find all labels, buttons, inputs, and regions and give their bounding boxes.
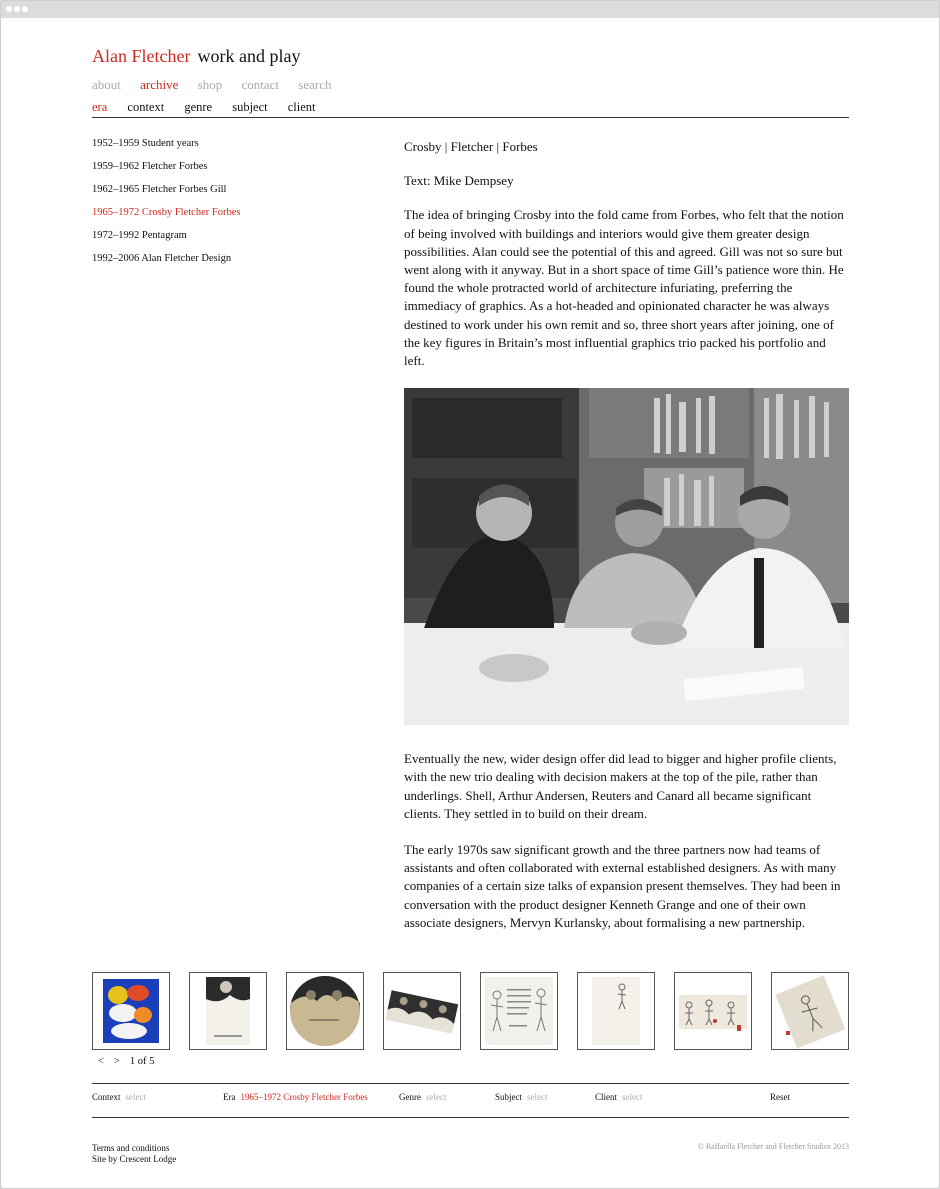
era-item-crosby-fletcher-forbes[interactable]: 1965–1972 Crosby Fletcher Forbes [92, 207, 241, 218]
window-dot-icon [6, 6, 12, 12]
filter-context [92, 1092, 146, 1102]
thumbnail-image [578, 973, 654, 1049]
era-item-fletcher-forbes-gill[interactable]: 1962–1965 Fletcher Forbes Gill [92, 184, 227, 195]
site-brand[interactable] [92, 46, 300, 67]
filter-subject-select[interactable]: select [527, 1092, 548, 1102]
nav-about[interactable]: about [92, 77, 121, 92]
filter-label: Context [92, 1092, 121, 1102]
thumbnail-7[interactable] [674, 972, 752, 1050]
archive-sub-nav [92, 100, 333, 115]
thumbnail-image [481, 973, 557, 1049]
subnav-subject[interactable]: subject [232, 100, 268, 114]
filter-genre [399, 1092, 447, 1102]
nav-archive[interactable]: archive [140, 77, 179, 92]
filter-genre-select[interactable]: select [426, 1092, 447, 1102]
thumbnail-5[interactable] [480, 972, 558, 1050]
subnav-context[interactable]: context [127, 100, 165, 114]
filters-bottom-divider [92, 1117, 849, 1118]
chevron-right-icon[interactable]: > [113, 1056, 120, 1067]
window-dot-icon [22, 6, 28, 12]
filter-reset [770, 1092, 790, 1102]
article-paragraph: The idea of bringing Crosby into the fold came from Forbes, who felt that the notion of being involved with buildings and interiors would give them greater design possibilities. Alan could see the potential of this and agreed. Gill was not so sure but went along with it anyway. But in a short space of time Gill’s patience wore thin. He found the whole protracted world of architecture infuriating, preferring the immediacy of graphics. As a hot-headed and opinionated character he was always destined to work under his own remit and so, three short years after joining, one of the key figures in Britain’s most influential graphics trio packed his portfolio and left. [404, 207, 844, 369]
thumbnail-image [675, 973, 751, 1049]
copyright: © Raffaella Fletcher and Fletcher Studios 2013 [697, 1142, 849, 1151]
thumbnail-3[interactable] [286, 972, 364, 1050]
filter-client-select[interactable]: select [622, 1092, 643, 1102]
article-paragraph: The early 1970s saw significant growth and the three partners now had teams of assistants and often collaborated with external established designers. As with many companies of a certain size talks of expansion present themselves. They had been in conversation with the product designer Kenneth Grange and one of their own associate designers, Mervyn Kurlansky, about formalising a new partnership. [404, 842, 841, 930]
thumbnail-image [384, 973, 460, 1049]
filter-subject [495, 1092, 548, 1102]
era-item-pentagram[interactable]: 1972–1992 Pentagram [92, 230, 187, 241]
filter-label: Client [595, 1092, 617, 1102]
era-list [92, 137, 312, 275]
thumbnail-8[interactable] [771, 972, 849, 1050]
subnav-era[interactable]: era [92, 100, 108, 114]
nav-search[interactable]: search [298, 77, 332, 92]
window-titlebar [1, 1, 939, 18]
era-item-student-years[interactable]: 1952–1959 Student years [92, 138, 199, 149]
thumbnail-4[interactable] [383, 972, 461, 1050]
thumbnail-1[interactable] [92, 972, 170, 1050]
article-photo [404, 388, 849, 725]
thumbnail-pager [98, 1056, 164, 1067]
site-credit-link[interactable]: Site by Crescent Lodge [92, 1154, 177, 1164]
filter-label: Era [223, 1092, 236, 1102]
nav-contact[interactable]: contact [241, 77, 280, 92]
thumbnail-image [772, 973, 848, 1049]
thumbnail-image [287, 973, 363, 1049]
thumbnail-image [190, 973, 266, 1049]
article-paragraph: Eventually the new, wider design offer did lead to bigger and higher profile clients, with the new trio dealing with decision makers at the top of the pile, rather than underlings. Shell, Arthur Andersen, Reuters and Canard all became significant clients. They settled in to build on their dream. [404, 751, 837, 821]
filter-label: Subject [495, 1092, 522, 1102]
nav-shop[interactable]: shop [197, 77, 223, 92]
brand-name[interactable]: Alan Fletcher [92, 46, 191, 66]
reset-button[interactable]: Reset [770, 1092, 790, 1102]
filter-era-select[interactable]: 1965–1972 Crosby Fletcher Forbes [240, 1092, 368, 1102]
thumbnail-strip [92, 972, 849, 1050]
filter-era [223, 1092, 368, 1102]
article-title: Crosby | Fletcher | Forbes [404, 139, 538, 154]
subnav-genre[interactable]: genre [184, 100, 213, 114]
era-item-fletcher-forbes[interactable]: 1959–1962 Fletcher Forbes [92, 161, 208, 172]
subnav-client[interactable]: client [287, 100, 316, 114]
brand-tagline: work and play [197, 46, 301, 66]
thumbnail-2[interactable] [189, 972, 267, 1050]
partners-photo-image [404, 388, 849, 725]
main-nav [92, 77, 347, 93]
article-credit: Text: Mike Dempsey [404, 173, 514, 189]
window-dot-icon [14, 6, 20, 12]
header-divider [92, 117, 849, 118]
filter-label: Genre [399, 1092, 421, 1102]
chevron-left-icon[interactable]: < [98, 1056, 104, 1067]
thumbnail-image [93, 973, 169, 1049]
thumbnail-6[interactable] [577, 972, 655, 1050]
terms-link[interactable]: Terms and conditions [92, 1143, 170, 1153]
filters-top-divider [92, 1083, 849, 1084]
footer-links [92, 1143, 176, 1165]
filter-context-select[interactable]: select [125, 1092, 146, 1102]
filter-client [595, 1092, 643, 1102]
pager-status: 1 of 5 [129, 1056, 155, 1067]
article [404, 138, 849, 950]
era-item-alan-fletcher-design[interactable]: 1992–2006 Alan Fletcher Design [92, 253, 232, 264]
